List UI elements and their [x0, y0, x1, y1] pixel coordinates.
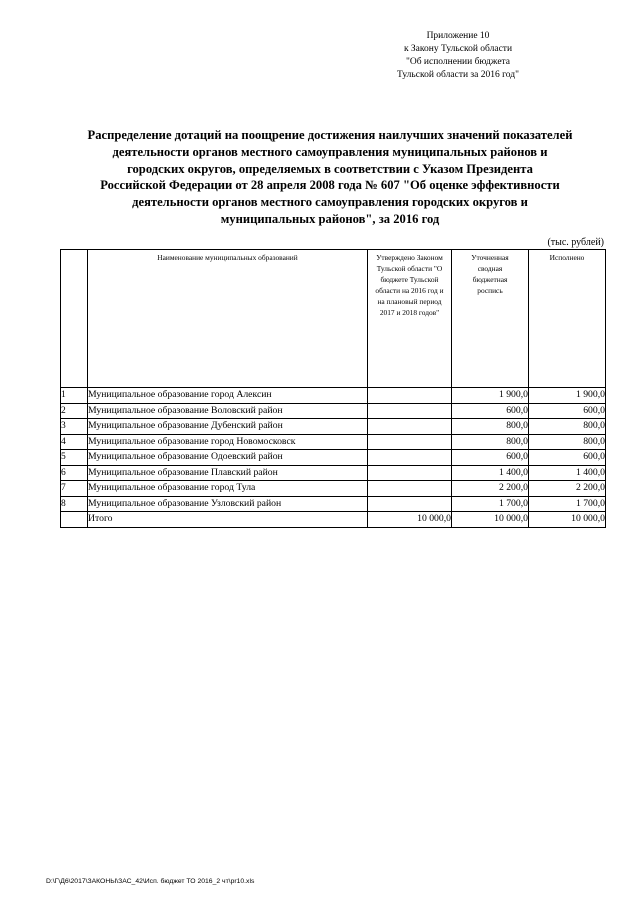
row-number: 3: [61, 419, 88, 435]
total-number: [61, 512, 88, 528]
total-approved: 10 000,0: [368, 512, 452, 528]
row-name: Муниципальное образование Воловский район: [88, 403, 368, 419]
row-number: 5: [61, 450, 88, 466]
file-path-footer: D:\Г\Д6\2017\ЗАКОНЫ\ЗАС_42\Исп. бюджет ТО 2016_2 чт\pr10.xls: [46, 878, 255, 885]
table-row: [61, 403, 606, 419]
table-row: [61, 434, 606, 450]
title-line: деятельности органов местного самоуправления городских округов и: [132, 195, 528, 210]
row-name: Муниципальное образование Узловский район: [88, 496, 368, 512]
row-name: Муниципальное образование Плавский район: [88, 465, 368, 481]
row-approved: [368, 465, 452, 481]
row-refined: 800,0: [452, 419, 529, 435]
row-approved: [368, 419, 452, 435]
row-approved: [368, 434, 452, 450]
appendix-line: Приложение 10: [426, 31, 490, 41]
appendix-line: к Закону Тульской области: [403, 44, 513, 54]
table-header-row: [61, 250, 606, 388]
total-row: [61, 512, 606, 528]
appendix-line: "Об исполнении бюджета: [405, 57, 511, 67]
header-name: Наименование муниципальных образований: [88, 250, 368, 388]
row-approved: [368, 450, 452, 466]
title-line: муниципальных районов", за 2016 год: [220, 211, 440, 226]
row-number: 2: [61, 403, 88, 419]
table-row: [61, 419, 606, 435]
row-executed: 1 400,0: [529, 465, 606, 481]
document-title: [60, 127, 600, 228]
row-number: 6: [61, 465, 88, 481]
table-row: [61, 450, 606, 466]
row-refined: 600,0: [452, 450, 529, 466]
title-line: городских округов, определяемых в соответствии с Указом Президента: [127, 161, 533, 176]
total-label: Итого: [88, 512, 368, 528]
row-executed: 2 200,0: [529, 481, 606, 497]
row-number: 1: [61, 388, 88, 404]
distribution-table: [60, 249, 606, 528]
title-line: Распределение дотаций на поощрение достижения наилучших значений показателей: [87, 128, 573, 142]
header-executed: Исполнено: [529, 250, 606, 388]
header-approved: Утверждено Законом Тульской области "О бюджете Тульской области на 2016 год и на плановый период 2017 и 2018 годов": [368, 250, 452, 388]
row-executed: 1 700,0: [529, 496, 606, 512]
row-approved: [368, 496, 452, 512]
header-num: [61, 250, 88, 388]
row-refined: 1 700,0: [452, 496, 529, 512]
table-row: [61, 481, 606, 497]
row-executed: 800,0: [529, 434, 606, 450]
row-name: Муниципальное образование город Новомосковск: [88, 434, 368, 450]
row-refined: 2 200,0: [452, 481, 529, 497]
row-executed: 600,0: [529, 450, 606, 466]
row-executed: 1 900,0: [529, 388, 606, 404]
total-executed: 10 000,0: [529, 512, 606, 528]
row-approved: [368, 403, 452, 419]
total-refined: 10 000,0: [452, 512, 529, 528]
appendix-block: [358, 30, 558, 82]
row-refined: 1 900,0: [452, 388, 529, 404]
row-number: 8: [61, 496, 88, 512]
title-line: деятельности органов местного самоуправления муниципальных районов и: [112, 144, 548, 159]
header-refined: Уточненная сводная бюджетная роспись: [452, 250, 529, 388]
row-number: 7: [61, 481, 88, 497]
row-number: 4: [61, 434, 88, 450]
table-row: [61, 388, 606, 404]
row-name: Муниципальное образование Дубенский район: [88, 419, 368, 435]
row-refined: 600,0: [452, 403, 529, 419]
row-executed: 800,0: [529, 419, 606, 435]
row-executed: 600,0: [529, 403, 606, 419]
title-line: Российской Федерации от 28 апреля 2008 года № 607 "Об оценке эффективности: [100, 178, 560, 193]
units-label: (тыс. рублей): [547, 237, 604, 248]
row-name: Муниципальное образование Одоевский район: [88, 450, 368, 466]
appendix-line: Тульской области за 2016 год": [397, 70, 519, 80]
row-refined: 800,0: [452, 434, 529, 450]
row-name: Муниципальное образование город Алексин: [88, 388, 368, 404]
row-approved: [368, 481, 452, 497]
table-row: [61, 465, 606, 481]
row-name: Муниципальное образование город Тула: [88, 481, 368, 497]
row-approved: [368, 388, 452, 404]
row-refined: 1 400,0: [452, 465, 529, 481]
table-row: [61, 496, 606, 512]
